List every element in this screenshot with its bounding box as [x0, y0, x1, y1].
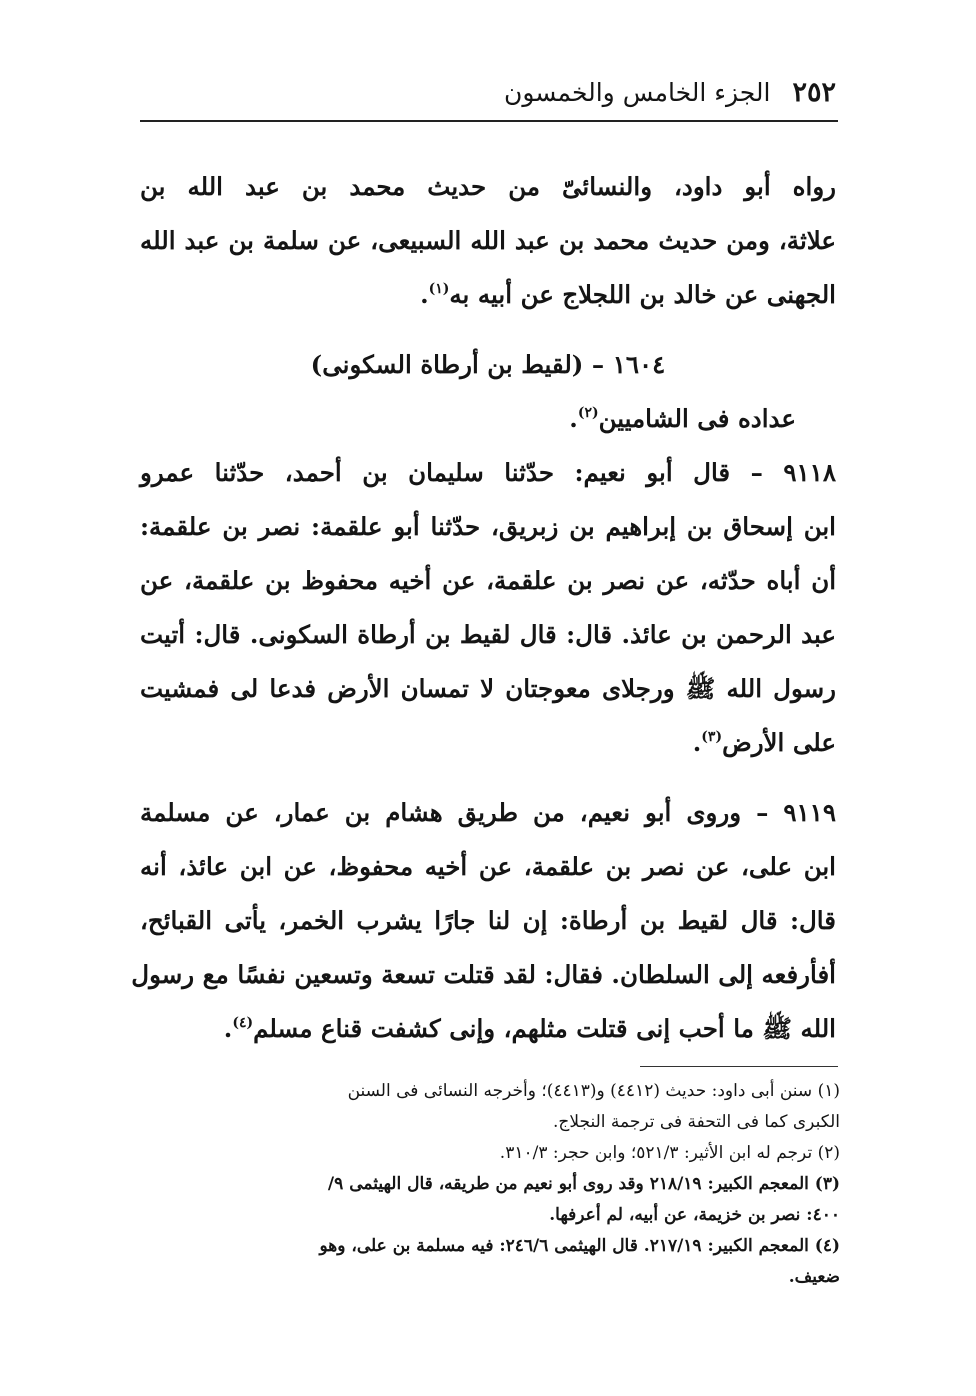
footnote-marker: (٣) — [701, 729, 723, 745]
text-line: رسول الله ﷺ ورجلاى معوجتان لا تمسان الأرض فدعا لى فمشيت — [140, 674, 836, 703]
entry-heading: ١٦٠٤ – (لقيط بن أرطاة السكونى) — [310, 350, 666, 379]
footnote-line: (٢) ترجم له ابن الأثير: ٥٢١/٣؛ وابن حجر: ٣١٠/٣. — [499, 1143, 840, 1163]
page-number: ٢٥٢ — [792, 76, 836, 108]
footnote-marker: (٢) — [577, 405, 599, 421]
footnote-2 — [140, 1138, 840, 1169]
footnote-3 — [140, 1169, 840, 1231]
footnote-marker: (١) — [428, 281, 450, 297]
footnote-line: (٣) المعجم الكبير: ٢١٨/١٩ وقد روى أبو نعيم من طريقه، قال الهيثمى ٩/ — [327, 1174, 840, 1194]
text-line: ابن على، عن نصر بن علقمة، عن أخيه محفوظ، عن ابن عائذ، أنه — [140, 852, 836, 881]
footnote-4 — [140, 1231, 840, 1293]
text-line: أن أباه حدّثه، عن نصر بن علقمة، عن أخيه محفوظ بن علقمة، عن — [140, 566, 836, 595]
footnote-line: ٤٠٠: نصر بن خزيمة، عن أبيه، لم أعرفها. — [549, 1205, 840, 1225]
text-span: الله ﷺ ما أحب إنى قتلت مثلهم، وإنى كشفت قناع مسلم — [253, 1014, 836, 1043]
running-title: الجزء الخامس والخمسون — [503, 77, 771, 107]
text-span: على الأرض — [722, 728, 836, 757]
footnote-line: الكبرى كما فى التحفة فى ترجمة النجلاج. — [552, 1112, 840, 1132]
footnote-line: ضعيف. — [788, 1267, 840, 1287]
text-line: علاثة، ومن حديث محمد بن عبد الله السبيعى، عن سلمة بن عبد الله — [140, 226, 836, 255]
main-text — [131, 160, 836, 1056]
header-rule — [140, 120, 838, 122]
footnote-rule — [640, 1066, 838, 1067]
entry-note: عداده فى الشاميين$^{(٢)}$. — [569, 404, 796, 433]
text-span: الجهنى عن خالد بن اللجلاج عن أبيه به — [449, 280, 836, 309]
text-line: قال: قال لقيط بن أرطاة: إن لنا جارًا يشرب الخمر، يأتى القبائح، — [140, 906, 836, 935]
text-line: عبد الرحمن بن عائذ. قال: قال لقيط بن أرطاة السكونى. قال: أتيت — [140, 620, 836, 649]
footnotes — [140, 1076, 840, 1293]
text-line: ٩١١٩ – وروى أبو نعيم، من طريق هشام بن عمار، عن مسلمة — [140, 798, 836, 827]
footnote-line: (١) سنن أبى داود: حديث (٤٤١٢) و(٤٤١٣)؛ وأخرجه النسائى فى السنن — [347, 1081, 840, 1101]
footnote-line: (٤) المعجم الكبير: ٢١٧/١٩. قال الهيثمى ٢٤٦/٦: فيه مسلمة بن على، وهو — [319, 1236, 840, 1256]
footnote-marker: (٤) — [232, 1015, 254, 1031]
text-line: ابن إسحاق بن إبراهيم بن زبريق، حدّثنا أبو علقمة: نصر بن علقمة: — [140, 512, 836, 541]
running-header — [140, 70, 836, 114]
text-line: أفأرفعه إلى السلطان. فقال: لقد قتلت تسعة وتسعين نفسًا مع رسول — [131, 960, 836, 989]
text-span: عداده فى الشاميين — [598, 404, 796, 433]
footnote-1 — [140, 1076, 840, 1138]
text-line: على الأرض$^{(٣)}$. — [692, 728, 836, 757]
text-line: ٩١١٨ – قال أبو نعيم: حدّثنا سليمان بن أحمد، حدّثنا عمرو — [140, 458, 836, 487]
text-line: الله ﷺ ما أحب إنى قتلت مثلهم، وإنى كشفت قناع مسلم$^{(٤)}$. — [223, 1014, 836, 1043]
text-line: الجهنى عن خالد بن اللجلاج عن أبيه به$^{(١)}$. — [420, 280, 836, 309]
text-line: رواه أبو داود، والنسائىّ من حديث محمد بن عبد الله بن — [140, 172, 836, 201]
